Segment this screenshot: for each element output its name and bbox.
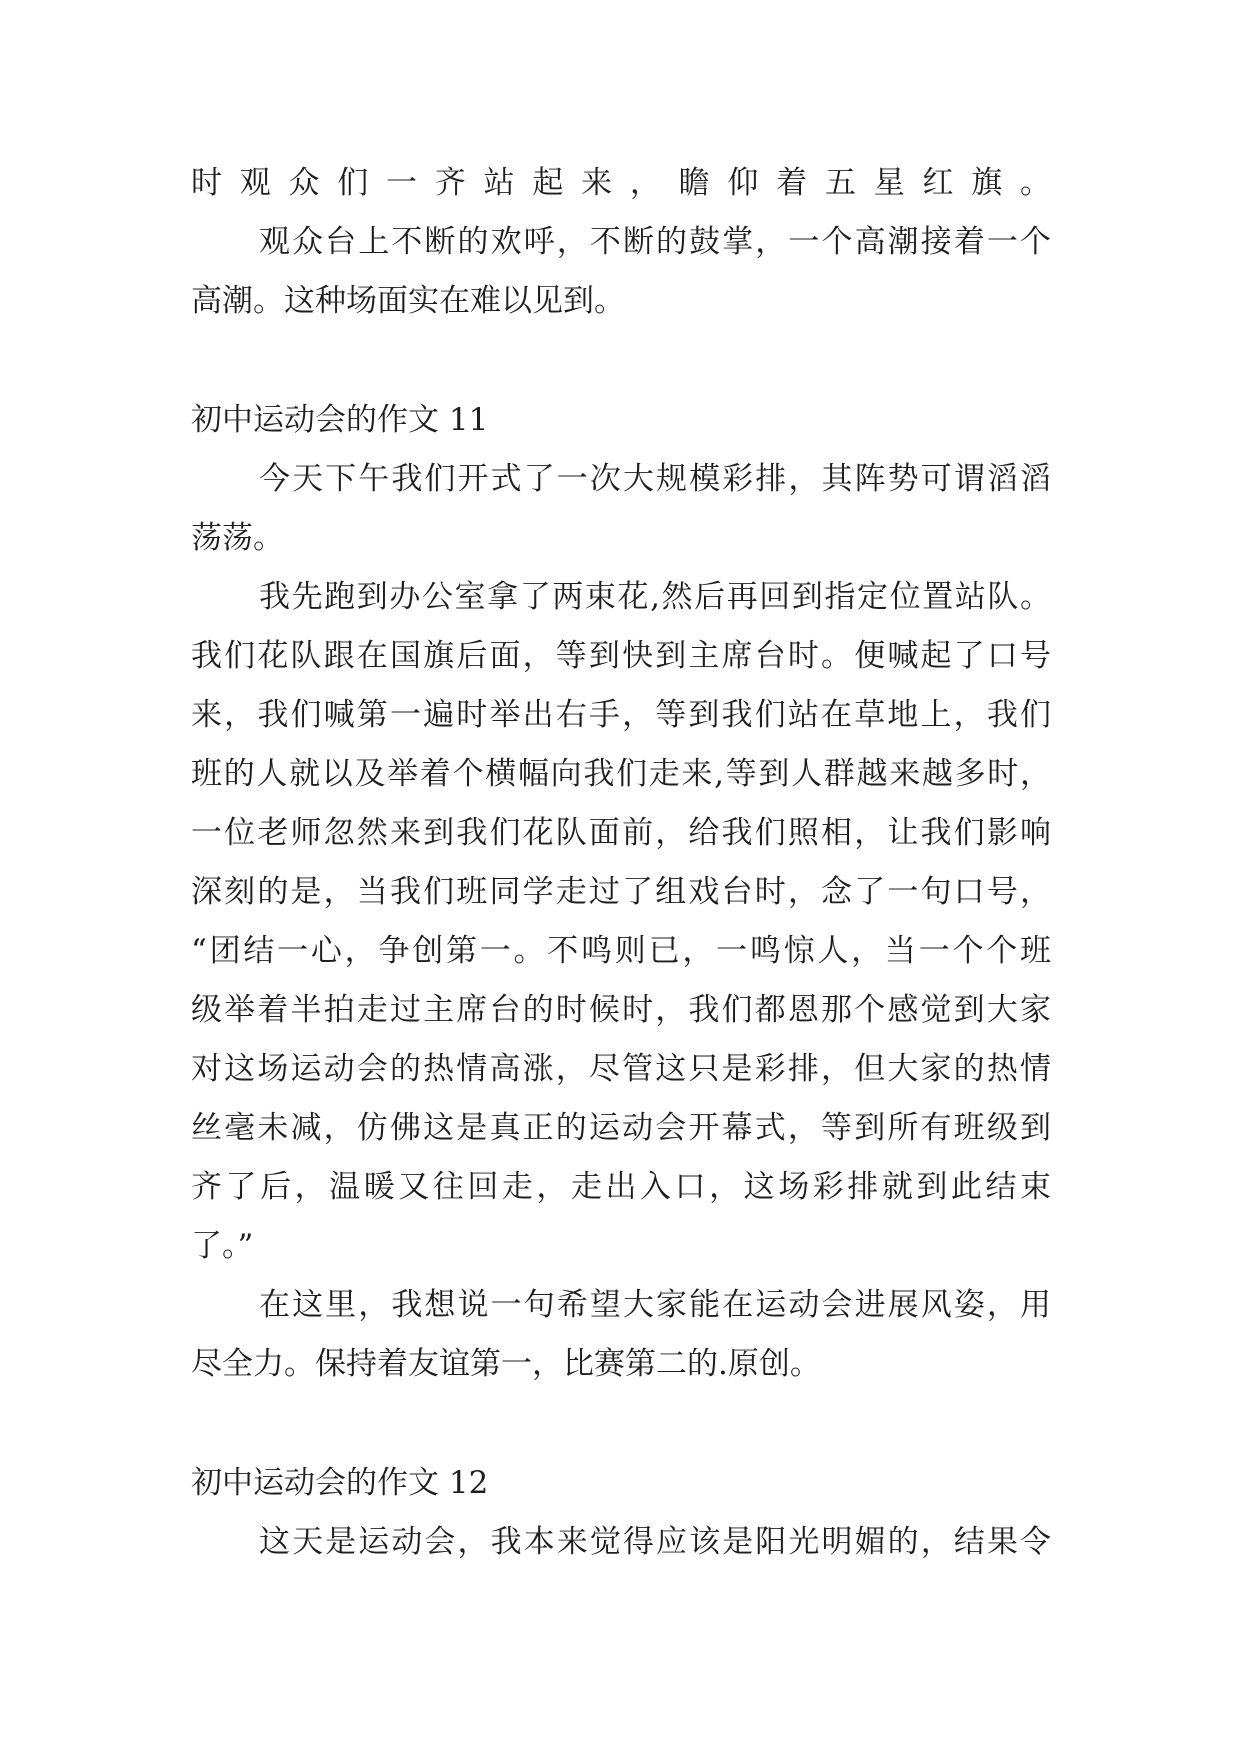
paragraph-line: 了。” [191,1228,254,1264]
paragraph-line: 时观众们一齐站起来，瞻仰着五星红旗。 [191,165,1051,201]
paragraph-line: 高潮。这种场面实在难以见到。 [191,283,625,319]
section-heading: 初中运动会的作文 11 [191,402,489,438]
paragraph-line: 尽全力。保持着友谊第一，比赛第二的.原创。 [191,1346,821,1382]
paragraph-line: 荡荡。 [191,520,284,556]
paragraph-line: 对这场运动会的热情高涨，尽管这只是彩排，但大家的热情 [191,1051,1051,1087]
paragraph-line: 来，我们喊第一遍时举出右手，等到我们站在草地上，我们 [191,697,1051,733]
paragraph-line: 深刻的是，当我们班同学走过了组戏台时，念了一句口号， [191,874,1051,910]
paragraph-line: 级举着半拍走过主席台的时候时，我们都恩那个感觉到大家 [191,992,1051,1028]
paragraph-line: 我们花队跟在国旗后面，等到快到主席台时。便喊起了口号 [191,638,1051,674]
paragraph-line: 今天下午我们开式了一次大规模彩排，其阵势可谓滔滔 [259,461,1051,497]
paragraph-line: 齐了后，温暖又往回走，走出入口，这场彩排就到此结束 [191,1169,1051,1205]
paragraph-line: “团结一心，争创第一。不鸣则已，一鸣惊人，当一个个班 [191,933,1051,969]
paragraph-line: 观众台上不断的欢呼，不断的鼓掌，一个高潮接着一个 [259,224,1051,260]
paragraph-line: 班的人就以及举着个横幅向我们走来,等到人群越来越多时， [191,756,1051,792]
paragraph-line: 我先跑到办公室拿了两束花,然后再回到指定位置站队。 [259,579,1051,615]
section-heading: 初中运动会的作文 12 [191,1465,489,1501]
paragraph-line: 丝毫未减，仿佛这是真正的运动会开幕式，等到所有班级到 [191,1110,1051,1146]
paragraph-line: 在这里，我想说一句希望大家能在运动会进展风姿，用 [259,1287,1051,1323]
paragraph-line: 这天是运动会，我本来觉得应该是阳光明媚的，结果令 [259,1524,1051,1560]
paragraph-line: 一位老师忽然来到我们花队面前，给我们照相，让我们影响 [191,815,1051,851]
